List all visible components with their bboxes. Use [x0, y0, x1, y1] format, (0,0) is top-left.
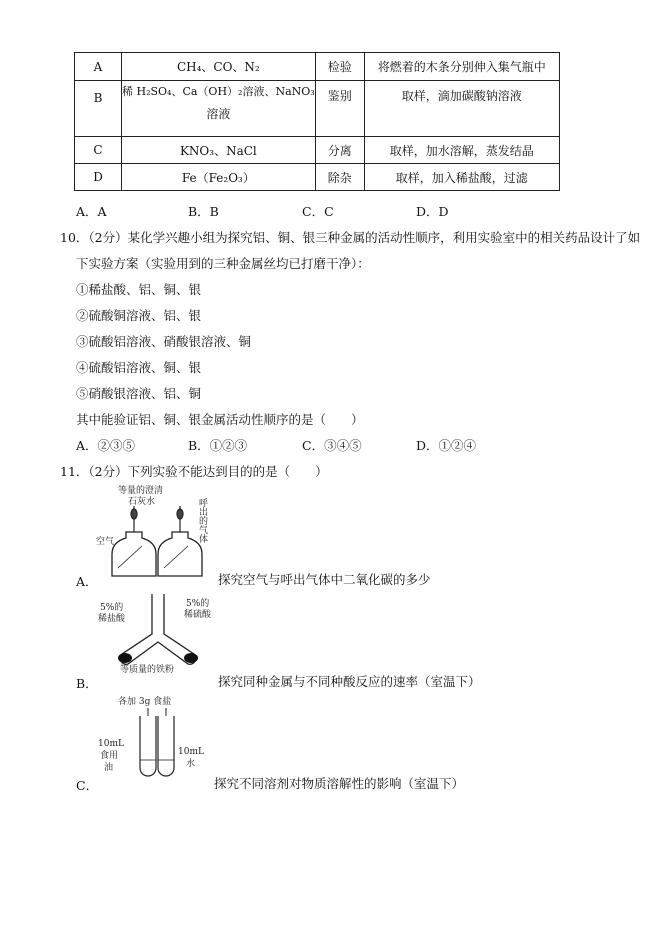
- fig-b-bottom-label: 等质量的铁粉: [120, 665, 175, 674]
- test-tube-left-icon: [140, 716, 156, 776]
- q11-option-b-text: 探究同种金属与不同种酸反应的速率（室温下）: [218, 674, 481, 689]
- table-row: [75, 137, 560, 164]
- reagents-cell: Fe（Fe₂O₃）: [122, 164, 316, 191]
- fig-a-top-label2: 石灰水: [128, 497, 156, 507]
- fig-c-left-label3: 油: [104, 763, 114, 773]
- figure-c: [94, 694, 214, 780]
- q11-option-a-letter[interactable]: A．: [76, 574, 98, 589]
- row-letter: B: [75, 81, 122, 137]
- q10-stem-line1: 10．（2分）某化学兴趣小组为探究铝、铜、银三种金属的活动性顺序，利用实验室中的相关药品设计了如: [60, 230, 641, 245]
- reagents-line-1: 稀 H₂SO₄、Ca（OH）₂溶液、NaNO₃: [122, 85, 315, 98]
- fig-a-left-label: 空气: [96, 537, 115, 547]
- table-row: [75, 81, 560, 137]
- q10-item-3: ③硫酸铝溶液、硝酸银溶液、铜: [76, 334, 252, 349]
- row-letter: D: [75, 164, 122, 191]
- table-row: [75, 53, 560, 81]
- iron-powder-left-icon: [118, 653, 132, 663]
- figure-b: [94, 592, 224, 674]
- method-cell: 取样，滴加碳酸钠溶液: [364, 81, 559, 137]
- row-letter: A: [75, 53, 122, 81]
- reagents-cell: [122, 81, 316, 137]
- test-tube-right-icon: [158, 716, 174, 776]
- row-letter: C: [75, 137, 122, 164]
- q10-item-5: ⑤硝酸银溶液、铝、铜: [76, 386, 202, 401]
- fig-a-top-label: 等量的澄清: [118, 486, 164, 496]
- fig-c-right-label2: 水: [186, 759, 196, 769]
- q11-option-c-letter[interactable]: C．: [76, 778, 99, 793]
- dropper-right-icon: [177, 506, 183, 532]
- reagents-cell: CH₄、CO、N₂: [122, 53, 316, 81]
- operation-cell: 检验: [315, 53, 364, 81]
- q10-option-d[interactable]: D．①②④: [416, 438, 477, 453]
- operation-cell: 除杂: [315, 164, 364, 191]
- q10-item-4: ④硫酸铝溶液、铜、银: [76, 360, 202, 375]
- q10-option-b[interactable]: B．①②③: [188, 438, 248, 453]
- iron-powder-right-icon: [184, 653, 198, 663]
- table-row: [75, 164, 560, 191]
- fig-a-right-label: 呼出的气体: [197, 498, 207, 543]
- operation-cell: 鉴别: [315, 81, 364, 137]
- q11-option-b-letter[interactable]: B．: [76, 676, 98, 691]
- reagents-cell: KNO₃、NaCl: [122, 137, 316, 164]
- q9-option-b[interactable]: B．B: [188, 204, 219, 219]
- figure-a: [90, 484, 220, 582]
- fig-c-right-label1: 10mL: [178, 747, 204, 757]
- q11-stem: 11．（2分）下列实验不能达到目的的是（ ）: [60, 464, 328, 479]
- question-table: [74, 52, 560, 191]
- operation-cell: 分离: [315, 137, 364, 164]
- gas-bottle-left-icon: [112, 532, 156, 576]
- fig-c-top-label: 各加 3g 食盐: [118, 697, 172, 707]
- q10-item-1: ①稀盐酸、铝、铜、银: [76, 282, 202, 297]
- q10-option-a[interactable]: A．②③⑤: [76, 438, 136, 453]
- q10-item-2: ②硫酸铜溶液、铝、银: [76, 308, 202, 323]
- fig-b-right-label1: 5%的: [186, 599, 210, 609]
- fig-c-left-label2: 食用: [100, 751, 119, 761]
- fig-b-left-label2: 稀盐酸: [98, 614, 126, 624]
- gas-bottle-right-icon: [158, 532, 202, 576]
- fig-b-right-label2: 稀硫酸: [184, 610, 212, 620]
- q9-option-d[interactable]: D．D: [416, 204, 449, 219]
- q10-question: 其中能验证铝、铜、银金属活动性顺序的是（ ）: [76, 412, 364, 427]
- q9-option-c[interactable]: C．C: [302, 204, 334, 219]
- y-tube-icon: [120, 594, 196, 664]
- method-cell: 取样，加水溶解，蒸发结晶: [364, 137, 559, 164]
- method-cell: 取样，加入稀盐酸，过滤: [364, 164, 559, 191]
- fig-c-left-label1: 10mL: [98, 739, 124, 749]
- q11-option-c-text: 探究不同溶剂对物质溶解性的影响（室温下）: [214, 776, 465, 791]
- q10-option-c[interactable]: C．③④⑤: [302, 438, 362, 453]
- q10-stem-line2: 下实验方案（实验用到的三种金属丝均已打磨干净）：: [76, 256, 370, 271]
- dropper-left-icon: [131, 506, 137, 532]
- method-cell: 将燃着的木条分别伸入集气瓶中: [364, 53, 559, 81]
- fig-b-left-label1: 5%的: [100, 603, 124, 613]
- q11-option-a-text: 探究空气与呼出气体中二氧化碳的多少: [218, 572, 431, 587]
- reagents-line-2: 溶液: [206, 107, 231, 121]
- q9-option-a[interactable]: A．A: [76, 204, 107, 219]
